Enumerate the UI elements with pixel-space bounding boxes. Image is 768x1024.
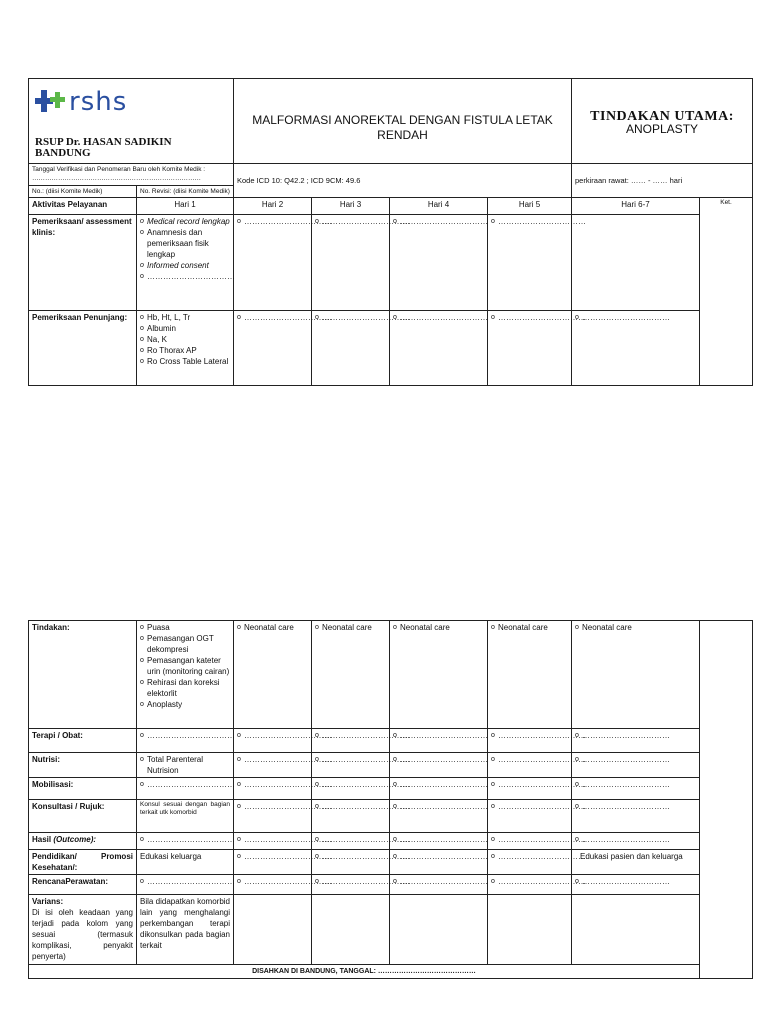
list-item: o Neonatal care <box>237 622 308 633</box>
list-item: o Neonatal care <box>315 622 386 633</box>
hasil-hari5 <box>488 833 586 850</box>
row-label-assessment: Pemeriksaan/ assessment klinis: <box>29 215 137 311</box>
row-label-konsultasi: Konsultasi / Rujuk: <box>29 800 137 833</box>
varians-hari2 <box>234 895 312 965</box>
hospital-name: RSUP Dr. HASAN SADIKIN BANDUNG <box>35 136 172 159</box>
logo-cell <box>29 79 234 164</box>
row-label-penunjang: Pemeriksaan Penunjang: <box>29 311 137 386</box>
list-item: o …………………………… <box>315 851 386 862</box>
row-label-nutrisi: Nutrisi: <box>29 753 137 778</box>
main-action-value: ANOPLASTY <box>626 122 699 136</box>
list-item: o …………………………… <box>393 876 484 887</box>
list-item: o Hb, Ht, L, Tr <box>140 312 230 323</box>
list-item: o …………………………… <box>393 801 484 812</box>
pendidikan-hari5 <box>488 850 586 875</box>
hospital-logo <box>35 85 227 119</box>
list-item: o …………………………… <box>491 876 568 887</box>
list-item: o Anoplasty <box>140 699 230 710</box>
hasil-hari2 <box>234 833 332 850</box>
col-header-aktivitas: Aktivitas Pelayanan <box>29 198 137 215</box>
main-action-label: TINDAKAN UTAMA: <box>590 109 734 124</box>
mobilisasi-hari2 <box>234 778 332 800</box>
tindakan-hari5 <box>488 621 572 729</box>
rencana-hari67 <box>572 875 700 895</box>
logo-text: rshs <box>69 87 128 117</box>
list-item: o Ro Cross Table Lateral <box>140 356 230 367</box>
list-item: o Rehirasi dan koreksi elektorlit <box>140 677 230 699</box>
list-item: o …………………………… <box>140 730 230 741</box>
varians-hari67 <box>572 895 700 965</box>
list-item: o …………………………… <box>315 834 386 845</box>
konsultasi-hari5 <box>488 800 586 833</box>
list-item: o Ro Thorax AP <box>140 345 230 356</box>
terapi-hari4 <box>390 729 488 753</box>
hasil-hari1 <box>137 833 234 850</box>
hasil-hari4 <box>390 833 488 850</box>
list-item: o …………………………… <box>315 312 386 323</box>
tindakan-hari67 <box>572 621 700 729</box>
col-header-ket: Ket. <box>700 198 753 386</box>
konsultasi-hari3 <box>312 800 410 833</box>
cross-logo-icon <box>35 90 65 114</box>
konsultasi-hari1: Konsul sesuai dengan bagian terkait utk komorbid <box>137 800 234 833</box>
list-item: o …………………………… <box>491 754 568 765</box>
row-label-rencana: RencanaPerawatan: <box>29 875 137 895</box>
list-item: o …………………………… <box>575 730 696 741</box>
list-item: o Total Parenteral Nutrision <box>140 754 230 776</box>
mobilisasi-hari3 <box>312 778 410 800</box>
assessment-hari5 <box>488 215 586 311</box>
pendidikan-hari3 <box>312 850 410 875</box>
list-item: o Albumin <box>140 323 230 334</box>
list-item: o …………………………… <box>237 834 308 845</box>
varians-hari4 <box>390 895 488 965</box>
col-header-hari3: Hari 3 <box>312 198 390 215</box>
pendidikan-hari1: Edukasi keluarga <box>137 850 234 875</box>
list-item: o …………………………… <box>140 779 230 790</box>
list-item: o …………………………… <box>575 801 696 812</box>
list-item: o …………………………… <box>315 876 386 887</box>
terapi-hari5 <box>488 729 586 753</box>
list-item: o …………………………… <box>237 754 308 765</box>
list-item: o …………………………… <box>393 216 484 227</box>
penunjang-hari2 <box>234 311 332 386</box>
estimate-stay: perkiraan rawat: …… - …… hari <box>572 164 753 198</box>
list-item: o …………………………… <box>393 779 484 790</box>
row-label-terapi: Terapi / Obat: <box>29 729 137 753</box>
assessment-hari67 <box>572 215 700 311</box>
list-item: o …………………………… <box>575 876 696 887</box>
tindakan-hari1 <box>137 621 234 729</box>
revisi-label: No. Revisi: (diisi Komite Medik) <box>137 186 234 198</box>
col-header-hari1: Hari 1 <box>137 198 234 215</box>
list-item: o …………………………… <box>575 834 696 845</box>
varians-hari1: Bila didapatkan komorbid lain yang menghalangi perkembangan terapi dikonsulkan pada bagian terkait <box>137 895 234 965</box>
bottom-table <box>28 620 753 979</box>
list-item: o …………………………… <box>575 754 696 765</box>
list-item: o Anamnesis dan pemeriksaan fisik lengkap <box>140 227 230 260</box>
list-item: o …………………………… <box>491 312 568 323</box>
icd-code: Kode ICD 10: Q42.2 ; ICD 9CM: 49.6 <box>234 164 572 198</box>
terapi-hari67 <box>572 729 700 753</box>
list-item: o …………………………… <box>140 876 230 887</box>
row-label-varians: Varians: <box>32 897 64 906</box>
col-header-hari5: Hari 5 <box>488 198 572 215</box>
konsultasi-hari4 <box>390 800 488 833</box>
penunjang-hari1 <box>137 311 234 386</box>
nutrisi-hari4 <box>390 753 488 778</box>
rencana-hari4 <box>390 875 488 895</box>
penunjang-hari67 <box>572 311 700 386</box>
list-item: o …………………………… <box>491 834 568 845</box>
assessment-hari4 <box>390 215 488 311</box>
ket-column <box>700 621 753 979</box>
list-item: o Informed consent <box>140 260 230 271</box>
row-label-pendidikan: Pendidikan/ Promosi Kesehatan/: <box>29 850 137 875</box>
list-item: o …………………………… <box>393 754 484 765</box>
rencana-hari5 <box>488 875 586 895</box>
verification-cell <box>29 164 234 186</box>
verification-dots: …………………………………………………………………… <box>32 175 201 182</box>
list-item: o Na, K <box>140 334 230 345</box>
nutrisi-hari67 <box>572 753 700 778</box>
document-title: MALFORMASI ANOREKTAL DENGAN FISTULA LETAK RENDAH <box>234 79 572 164</box>
list-item: o …………………………… <box>237 779 308 790</box>
row-label-tindakan: Tindakan: <box>29 621 137 729</box>
row-label-hasil <box>29 833 137 850</box>
rencana-hari2 <box>234 875 332 895</box>
assessment-hari1 <box>137 215 234 311</box>
rencana-hari1 <box>137 875 234 895</box>
list-item: o Pemasangan OGT dekompresi <box>140 633 230 655</box>
penunjang-hari5 <box>488 311 586 386</box>
nutrisi-hari2 <box>234 753 332 778</box>
list-item: o …………………………… <box>237 801 308 812</box>
nutrisi-hari1 <box>137 753 234 778</box>
pendidikan-hari4 <box>390 850 488 875</box>
penunjang-hari3 <box>312 311 410 386</box>
list-item: o …………………………… <box>491 730 568 741</box>
list-item: o …………………………… <box>575 312 696 323</box>
assessment-hari2 <box>234 215 332 311</box>
hasil-label-italic: (Outcome): <box>53 835 97 844</box>
hasil-hari67 <box>572 833 700 850</box>
hasil-label: Hasil <box>32 835 52 844</box>
list-item: o Medical record lengkap <box>140 216 230 227</box>
list-item: o …………………………… <box>237 876 308 887</box>
assessment-hari3 <box>312 215 410 311</box>
mobilisasi-hari1 <box>137 778 234 800</box>
mobilisasi-hari67 <box>572 778 700 800</box>
no-label: No.: (diisi Komite Medik) <box>29 186 137 198</box>
list-item: o …………………………… <box>315 730 386 741</box>
tindakan-hari4 <box>390 621 488 729</box>
mobilisasi-hari4 <box>390 778 488 800</box>
main-action-cell <box>572 79 753 164</box>
terapi-hari2 <box>234 729 332 753</box>
konsultasi-hari67 <box>572 800 700 833</box>
tindakan-hari3 <box>312 621 390 729</box>
hasil-hari3 <box>312 833 410 850</box>
pendidikan-hari2 <box>234 850 332 875</box>
rencana-hari3 <box>312 875 410 895</box>
list-item: o …………………………… <box>140 834 230 845</box>
list-item: o …………………………… <box>491 851 568 862</box>
list-item: o …………………………… <box>315 216 386 227</box>
list-item: o …………………………… <box>315 779 386 790</box>
list-item: o …………………………… <box>237 851 308 862</box>
verification-label: Tanggal Verifikasi dan Penomeran Baru oleh Komite Medik : <box>32 166 206 173</box>
list-item: o …………………………… <box>575 779 696 790</box>
varians-hari5 <box>488 895 572 965</box>
col-header-hari67: Hari 6-7 <box>572 198 700 215</box>
penunjang-hari4 <box>390 311 488 386</box>
konsultasi-hari2 <box>234 800 332 833</box>
nutrisi-hari5 <box>488 753 586 778</box>
list-item: o …………………………… <box>237 216 308 227</box>
list-item: o …………………………… <box>393 851 484 862</box>
list-item: o Neonatal care <box>393 622 484 633</box>
list-item: o …………………………… <box>393 730 484 741</box>
varians-hari3 <box>312 895 390 965</box>
top-table <box>28 78 753 386</box>
col-header-hari2: Hari 2 <box>234 198 312 215</box>
mobilisasi-hari5 <box>488 778 586 800</box>
list-item: o …………………………… <box>491 801 568 812</box>
varians-cell <box>29 895 137 965</box>
varians-description: Di isi oleh keadaan yang terjadi pada kolom yang sesuai (termasuk komplikasi, penyakit penyerta) <box>32 908 133 961</box>
list-item: o …………………………… <box>237 730 308 741</box>
list-item: o …………………………… <box>140 271 230 282</box>
list-item: o …………………………… <box>315 754 386 765</box>
list-item: o …………………………… <box>393 834 484 845</box>
tindakan-hari2 <box>234 621 312 729</box>
list-item: o …………………………… <box>491 216 568 227</box>
footer-approval: DISAHKAN DI BANDUNG, TANGGAL: …………………………………… <box>29 965 700 979</box>
terapi-hari3 <box>312 729 410 753</box>
list-item: o Puasa <box>140 622 230 633</box>
col-header-hari4: Hari 4 <box>390 198 488 215</box>
list-item: o …………………………… <box>315 801 386 812</box>
list-item: o Pemasangan kateter urin (monitoring cairan) <box>140 655 230 677</box>
list-item: o …………………………… <box>237 312 308 323</box>
list-item: o Neonatal care <box>575 622 696 633</box>
pendidikan-hari67: Edukasi pasien dan keluarga <box>572 850 700 875</box>
nutrisi-hari3 <box>312 753 410 778</box>
list-item: o …………………………… <box>393 312 484 323</box>
row-label-mobilisasi: Mobilisasi: <box>29 778 137 800</box>
terapi-hari1 <box>137 729 234 753</box>
list-item: o …………………………… <box>491 779 568 790</box>
list-item: o Neonatal care <box>491 622 568 633</box>
